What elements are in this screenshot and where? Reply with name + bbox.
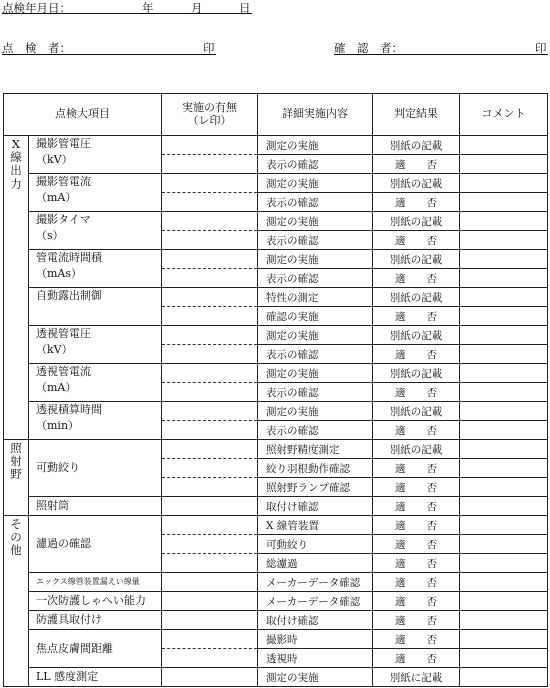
check-cell[interactable] bbox=[162, 364, 258, 383]
result-cell: 適 否 bbox=[373, 307, 460, 326]
detail-cell: 測定の実施 bbox=[258, 364, 373, 383]
result-cell: 別紙の記載 bbox=[373, 402, 460, 421]
check-cell[interactable] bbox=[162, 231, 258, 250]
comment-cell[interactable] bbox=[460, 383, 548, 402]
item-tube-voltage: 撮影管電圧 （kV） bbox=[29, 136, 162, 174]
result-cell: 適 否 bbox=[373, 630, 460, 649]
detail-cell: 表示の確認 bbox=[258, 421, 373, 440]
detail-cell: メーカーデータ確認 bbox=[258, 592, 373, 611]
table-row bbox=[4, 592, 548, 611]
check-cell[interactable] bbox=[162, 307, 258, 326]
detail-cell: 取付け確認 bbox=[258, 497, 373, 516]
detail-cell: 表示の確認 bbox=[258, 155, 373, 174]
check-cell[interactable] bbox=[162, 326, 258, 345]
inspector-underline bbox=[2, 54, 216, 55]
check-cell[interactable] bbox=[162, 535, 258, 554]
result-cell: 別紙の記載 bbox=[373, 326, 460, 345]
detail-cell: 測定の実施 bbox=[258, 402, 373, 421]
comment-cell[interactable] bbox=[460, 250, 548, 269]
check-cell[interactable] bbox=[162, 174, 258, 193]
comment-cell[interactable] bbox=[460, 573, 548, 592]
confirmer-seal: 印 bbox=[535, 41, 547, 55]
detail-cell: 表示の確認 bbox=[258, 231, 373, 250]
result-cell: 適 否 bbox=[373, 592, 460, 611]
check-cell[interactable] bbox=[162, 611, 258, 630]
comment-cell[interactable] bbox=[460, 402, 548, 421]
comment-cell[interactable] bbox=[460, 611, 548, 630]
result-cell: 適 否 bbox=[373, 573, 460, 592]
check-cell[interactable] bbox=[162, 383, 258, 402]
comment-cell[interactable] bbox=[460, 364, 548, 383]
detail-cell: 総濾過 bbox=[258, 554, 373, 573]
comment-cell[interactable] bbox=[460, 668, 548, 687]
result-cell: 別紙の記載 bbox=[373, 440, 460, 459]
result-cell: 別紙の記載 bbox=[373, 174, 460, 193]
comment-cell[interactable] bbox=[460, 478, 548, 497]
table-row bbox=[4, 288, 548, 307]
day-label: 日 bbox=[239, 1, 251, 15]
check-cell[interactable] bbox=[162, 288, 258, 307]
confirmer-label: 確 認 者： bbox=[334, 41, 403, 55]
item-fsd: 焦点皮膚間距離 bbox=[29, 630, 162, 668]
check-cell[interactable] bbox=[162, 459, 258, 478]
col-header-item: 点検大項目 bbox=[4, 94, 162, 136]
comment-cell[interactable] bbox=[460, 421, 548, 440]
col-header-result: 判定結果 bbox=[373, 94, 460, 136]
table-row bbox=[4, 573, 548, 592]
table-row bbox=[4, 497, 548, 516]
result-cell: 適 否 bbox=[373, 516, 460, 535]
comment-cell[interactable] bbox=[460, 345, 548, 364]
item-tube-current: 撮影管電流 （mA） bbox=[29, 174, 162, 212]
table-row bbox=[4, 440, 548, 459]
item-leakage: エックス線管装置漏えい線量 bbox=[29, 573, 162, 592]
detail-cell: 確認の実施 bbox=[258, 307, 373, 326]
detail-cell: 表示の確認 bbox=[258, 345, 373, 364]
item-timer: 撮影タイマ （s） bbox=[29, 212, 162, 250]
table-row bbox=[4, 174, 548, 193]
check-cell[interactable] bbox=[162, 136, 258, 155]
result-cell: 適 否 bbox=[373, 649, 460, 668]
item-cone: 照射筒 bbox=[29, 497, 162, 516]
detail-cell: 撮影時 bbox=[258, 630, 373, 649]
table-row bbox=[4, 212, 548, 231]
comment-cell[interactable] bbox=[460, 592, 548, 611]
comment-cell[interactable] bbox=[460, 535, 548, 554]
confirmer-underline bbox=[334, 54, 548, 55]
detail-cell: 測定の実施 bbox=[258, 212, 373, 231]
comment-cell[interactable] bbox=[460, 554, 548, 573]
table-row bbox=[4, 402, 548, 421]
comment-cell[interactable] bbox=[460, 630, 548, 649]
group-other: その他 bbox=[4, 516, 29, 687]
detail-cell: 絞り羽根動作確認 bbox=[258, 459, 373, 478]
item-fluoro-voltage: 透視管電圧 （kV） bbox=[29, 326, 162, 364]
date-underline bbox=[2, 13, 252, 14]
date-label: 点検年月日： bbox=[2, 1, 71, 15]
check-cell[interactable] bbox=[162, 402, 258, 421]
table-row bbox=[4, 611, 548, 630]
inspection-table bbox=[3, 93, 548, 687]
detail-cell: 測定の実施 bbox=[258, 174, 373, 193]
comment-cell[interactable] bbox=[460, 649, 548, 668]
comment-cell[interactable] bbox=[460, 193, 548, 212]
table-row bbox=[4, 364, 548, 383]
check-cell[interactable] bbox=[162, 193, 258, 212]
detail-cell: 表示の確認 bbox=[258, 193, 373, 212]
item-fluoro-current: 透視管電流 （mA） bbox=[29, 364, 162, 402]
check-cell[interactable] bbox=[162, 573, 258, 592]
table-row bbox=[4, 250, 548, 269]
comment-cell[interactable] bbox=[460, 497, 548, 516]
item-aec: 自動露出制御 bbox=[29, 288, 162, 326]
result-cell: 適 否 bbox=[373, 345, 460, 364]
col-header-comment: コメント bbox=[460, 94, 548, 136]
check-cell[interactable] bbox=[162, 421, 258, 440]
result-cell: 適 否 bbox=[373, 554, 460, 573]
result-cell: 別紙の記載 bbox=[373, 212, 460, 231]
detail-cell: 測定の実施 bbox=[258, 136, 373, 155]
item-ll-sensitivity: LL 感度測定 bbox=[29, 668, 162, 687]
result-cell: 適 否 bbox=[373, 155, 460, 174]
detail-cell: 表示の確認 bbox=[258, 383, 373, 402]
detail-cell: 測定の実施 bbox=[258, 326, 373, 345]
detail-cell: 特性の測定 bbox=[258, 288, 373, 307]
item-fluoro-time: 透視積算時間 （min） bbox=[29, 402, 162, 440]
col-header-done: 実施の有無 （レ印） bbox=[162, 94, 258, 136]
result-cell: 別紙の記載 bbox=[373, 136, 460, 155]
result-cell: 適 否 bbox=[373, 459, 460, 478]
item-protector-mount: 防護具取付け bbox=[29, 611, 162, 630]
comment-cell[interactable] bbox=[460, 212, 548, 231]
comment-cell[interactable] bbox=[460, 307, 548, 326]
group-x-ray-output: X線出力 bbox=[4, 136, 29, 440]
inspector-seal: 印 bbox=[203, 41, 215, 55]
comment-cell[interactable] bbox=[460, 288, 548, 307]
comment-cell[interactable] bbox=[460, 174, 548, 193]
table-row bbox=[4, 516, 548, 535]
result-cell: 別紙の記載 bbox=[373, 250, 460, 269]
inspector-label: 点 検 者： bbox=[2, 41, 71, 55]
comment-cell[interactable] bbox=[460, 516, 548, 535]
item-collimator: 可動絞り bbox=[29, 440, 162, 497]
comment-cell[interactable] bbox=[460, 440, 548, 459]
detail-cell: 可動絞り bbox=[258, 535, 373, 554]
check-cell[interactable] bbox=[162, 630, 258, 649]
item-primary-shield: 一次防護しゃへい能力 bbox=[29, 592, 162, 611]
detail-cell: 照射野精度測定 bbox=[258, 440, 373, 459]
detail-cell: メーカーデータ確認 bbox=[258, 573, 373, 592]
comment-cell[interactable] bbox=[460, 459, 548, 478]
table-row bbox=[4, 326, 548, 345]
check-cell[interactable] bbox=[162, 345, 258, 364]
item-mas: 管電流時間積 （mAs） bbox=[29, 250, 162, 288]
check-cell[interactable] bbox=[162, 155, 258, 174]
check-cell[interactable] bbox=[162, 516, 258, 535]
col-header-detail: 詳細実施内容 bbox=[258, 94, 373, 136]
result-cell: 適 否 bbox=[373, 478, 460, 497]
result-cell: 別紙に記載 bbox=[373, 668, 460, 687]
table-header-row bbox=[4, 94, 548, 136]
check-cell[interactable] bbox=[162, 212, 258, 231]
check-cell[interactable] bbox=[162, 554, 258, 573]
detail-cell: 測定の実施 bbox=[258, 250, 373, 269]
check-cell[interactable] bbox=[162, 497, 258, 516]
year-label: 年 bbox=[142, 1, 154, 15]
result-cell: 適 否 bbox=[373, 421, 460, 440]
result-cell: 適 否 bbox=[373, 193, 460, 212]
check-cell[interactable] bbox=[162, 478, 258, 497]
comment-cell[interactable] bbox=[460, 136, 548, 155]
comment-cell[interactable] bbox=[460, 231, 548, 250]
result-cell: 適 否 bbox=[373, 535, 460, 554]
comment-cell[interactable] bbox=[460, 326, 548, 345]
detail-cell: 表示の確認 bbox=[258, 269, 373, 288]
check-cell[interactable] bbox=[162, 440, 258, 459]
result-cell: 適 否 bbox=[373, 611, 460, 630]
result-cell: 適 否 bbox=[373, 383, 460, 402]
group-irradiation-field: 照射野 bbox=[4, 440, 29, 516]
table-row bbox=[4, 668, 548, 687]
check-cell[interactable] bbox=[162, 269, 258, 288]
comment-cell[interactable] bbox=[460, 269, 548, 288]
detail-cell: X 線管装置 bbox=[258, 516, 373, 535]
detail-cell: 照射野ランプ確認 bbox=[258, 478, 373, 497]
detail-cell: 取付け確認 bbox=[258, 611, 373, 630]
check-cell[interactable] bbox=[162, 592, 258, 611]
check-cell[interactable] bbox=[162, 668, 258, 687]
result-cell: 適 否 bbox=[373, 231, 460, 250]
check-cell[interactable] bbox=[162, 250, 258, 269]
item-filter: 濾過の確認 bbox=[29, 516, 162, 573]
month-label: 月 bbox=[191, 1, 203, 15]
result-cell: 別紙の記載 bbox=[373, 364, 460, 383]
table-row bbox=[4, 630, 548, 649]
detail-cell: 透視時 bbox=[258, 649, 373, 668]
comment-cell[interactable] bbox=[460, 155, 548, 174]
detail-cell: 測定の実施 bbox=[258, 668, 373, 687]
result-cell: 別紙の記載 bbox=[373, 288, 460, 307]
check-cell[interactable] bbox=[162, 649, 258, 668]
table-row bbox=[4, 136, 548, 155]
result-cell: 適 否 bbox=[373, 269, 460, 288]
result-cell: 適 否 bbox=[373, 497, 460, 516]
